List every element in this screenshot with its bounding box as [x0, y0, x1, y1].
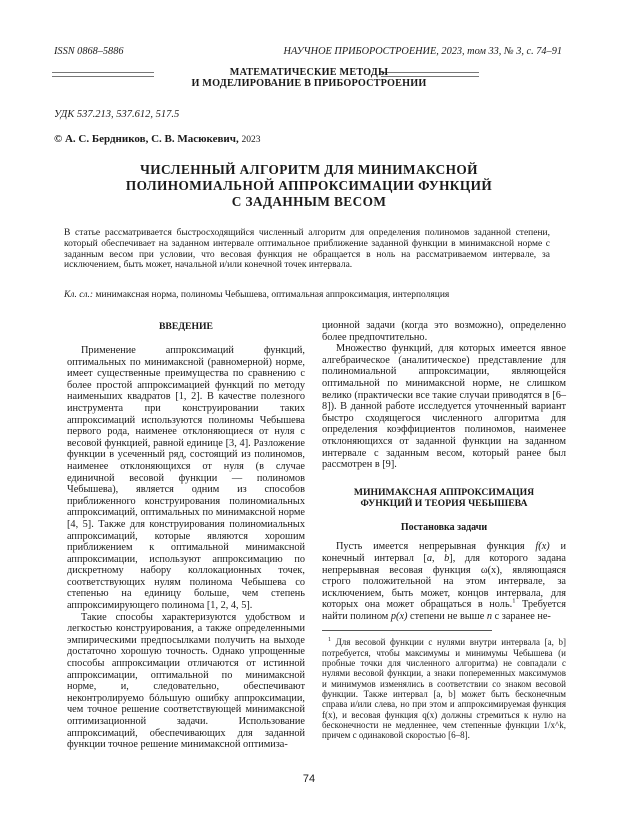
- footnote-number: 1: [328, 637, 331, 644]
- text: и конечный интервал [: [322, 541, 566, 564]
- right-column: [322, 320, 566, 740]
- footnote-text: Для весовой функции с нулями внутри интервала [a, b] потребуется, чтобы максимумы и минимумы Чебышева (и пробные точки для численного алгоритма) не совпадали с нулями весовой функции, а знаки попеременных максимумов и минимумов изменялись в соответствии со знаком весовой функции. Также интервал [a, b] может быть бесконечным справа и/или слева, но при этом и аппроксимируемая функция f(x), и весовая функция q(x) должны стремиться к нулю на бесконечности не медленнее, чем степенные функции 1/x^k, причем с одинаковой скоростью [6–8].: [322, 637, 567, 741]
- section-title-line-2: ФУНКЦИЙ И ТЕОРИЯ ЧЕБЫШЕВА: [360, 497, 528, 509]
- subsection-title: Постановка задачи: [400, 521, 488, 533]
- paragraph-problem-statement: [322, 541, 566, 622]
- title-line-1: ЧИСЛЕННЫЙ АЛГОРИТМ ДЛЯ МИНИМАКСНОЙ: [140, 162, 478, 177]
- paragraph: Множество функций, для которых имеется явное алгебраическое (аналитическое) представление для полиномиальной аппроксимации, являющейся оптимальной по минимаксной норме, не слишком велико (практически все такие случаи приводятся в [6–8]). В данной работе исследуется уточненный вариант быстро сходящегося численного алгоритма для определения коэффициентов полиномов, наименее отклоняющихся от заданной функции на заданном интервале с заданным весом, который ранее был рассмотрен в [9].: [322, 343, 566, 471]
- left-column: [67, 321, 305, 751]
- udk-code: УДК 537.213, 537.612, 517.5: [54, 109, 180, 120]
- title-line-3: С ЗАДАННЫМ ВЕСОМ: [231, 194, 387, 209]
- keywords: [64, 290, 550, 300]
- math-b: b: [444, 552, 450, 564]
- text: ], для которого задана непрерывная весовая функция: [322, 552, 566, 576]
- section-title-line-1: МИНИМАКСНАЯ АППРОКСИМАЦИЯ: [353, 486, 535, 498]
- text: Пусть имеется непрерывная функция: [336, 541, 536, 553]
- copyright-icon: ©: [54, 133, 63, 145]
- keywords-text: минимаксная норма, полиномы Чебышева, оптимальная аппроксимация, интерполяция: [95, 290, 450, 300]
- math-f-x: f(x): [535, 541, 550, 553]
- page-number: 74: [302, 773, 316, 785]
- footnote: [322, 637, 566, 740]
- copyright-year: 2023: [241, 135, 261, 145]
- math-p-x: p(x): [390, 610, 408, 622]
- paragraph-continuation: ционной задачи (когда это возможно), определенно более предпочтительно.: [322, 320, 566, 343]
- text: ,: [432, 552, 445, 564]
- text: Требуется найти полином: [322, 599, 566, 622]
- text: , являющаяся строго положительной на этом интервале, за исключением, быть может, концов интервала, для которых она может обращаться в ноль.: [322, 564, 566, 611]
- math-omega-x: ω(x): [480, 564, 500, 576]
- rubric-line-2: И МОДЕЛИРОВАНИЕ В ПРИБОРОСТРОЕНИИ: [191, 78, 427, 89]
- math-a: a: [426, 552, 433, 564]
- abstract: В статье рассматривается быстросходящийся численный алгоритм для определения полиномов заданной степени, который обеспечивает на заданном интервале оптимальное приближение заданной функции в минимаксной норме с заданным весом при условии, что весовая функция не обращается в ноль на рассматриваемом интервале, за исключением, быть может, начальной и/или конечной точек интервала.: [64, 228, 550, 271]
- title-line-2: ПОЛИНОМИАЛЬНОЙ АППРОКСИМАЦИИ ФУНКЦИЙ: [125, 178, 493, 193]
- authors-line: [54, 133, 260, 145]
- article-title: [0, 162, 618, 210]
- rubric-heading: [0, 67, 618, 89]
- rubric-line-1: МАТЕМАТИЧЕСКИЕ МЕТОДЫ: [229, 67, 389, 78]
- author-names: А. С. Бердников, С. В. Масюкевич,: [64, 133, 239, 145]
- footnote-reference[interactable]: 1: [512, 597, 516, 605]
- section-title-minimax: [322, 487, 566, 509]
- paragraph: Применение аппроксимаций функций, оптимальных по минимаксной (равномерной) норме, имеет существенные преимущества по сравнению с более простой аппроксимацией функций по методу наименьших квадратов [1, 2]. В качестве полезного инструмента при конструировании таких аппроксимаций используются полиномы Чебышева первого рода, наименее отклоняющиеся от нуля с весовой функцией, равной единице [3, 4]. Разложение функции в усеченный ряд, состоящий из полиномов, наименее отклоняющихся от нуля (в случае единичной весовой функции — полиномов Чебышева), является одним из способов приближенного конструирования полиномиальных аппроксимаций, оптимальных по минимаксной норме [4, 5]. Также для конструирования полиномиальных аппроксимаций, которые являются хорошим приближением к оптимальной минимаксной аппроксимации, используют аппроксимацию по дискретному набору коллокационных точек, соответствующих нулям полинома Чебышева со степенью на единицу больше, чем степень аппроксимирующего полинома [1, 2, 4, 5].: [67, 345, 305, 612]
- paragraph: Такие способы характеризуются удобством и легкостью конструирования, а также определенными эмпирическими предпосылками получить на выходе достаточно хорошую точность. Однако упрощенные способы аппроксимации отличаются от истинной аппроксимации, оптимальной по минимаксной норме, и, следовательно, обеспечивают неконтролируемо бóльшую ошибку аппроксимации, чем точное решение соответствующей минимаксной оптимизационной задачи. Использование аппроксимаций, обеспечивающих для заданной функции точное решение минимаксной оптимиза-: [67, 611, 305, 751]
- keywords-label: Кл. сл.:: [64, 290, 94, 300]
- footnote-divider: [322, 630, 492, 631]
- text: степени не выше: [407, 610, 487, 622]
- issn: ISSN 0868–5886: [54, 46, 124, 57]
- section-title-introduction: ВВЕДЕНИЕ: [158, 321, 214, 332]
- journal-reference: НАУЧНОЕ ПРИБОРОСТРОЕНИЕ, 2023, том 33, № 3, с. 74–91: [283, 46, 562, 57]
- text: с заранее не-: [492, 610, 551, 622]
- math-n: n: [486, 610, 493, 622]
